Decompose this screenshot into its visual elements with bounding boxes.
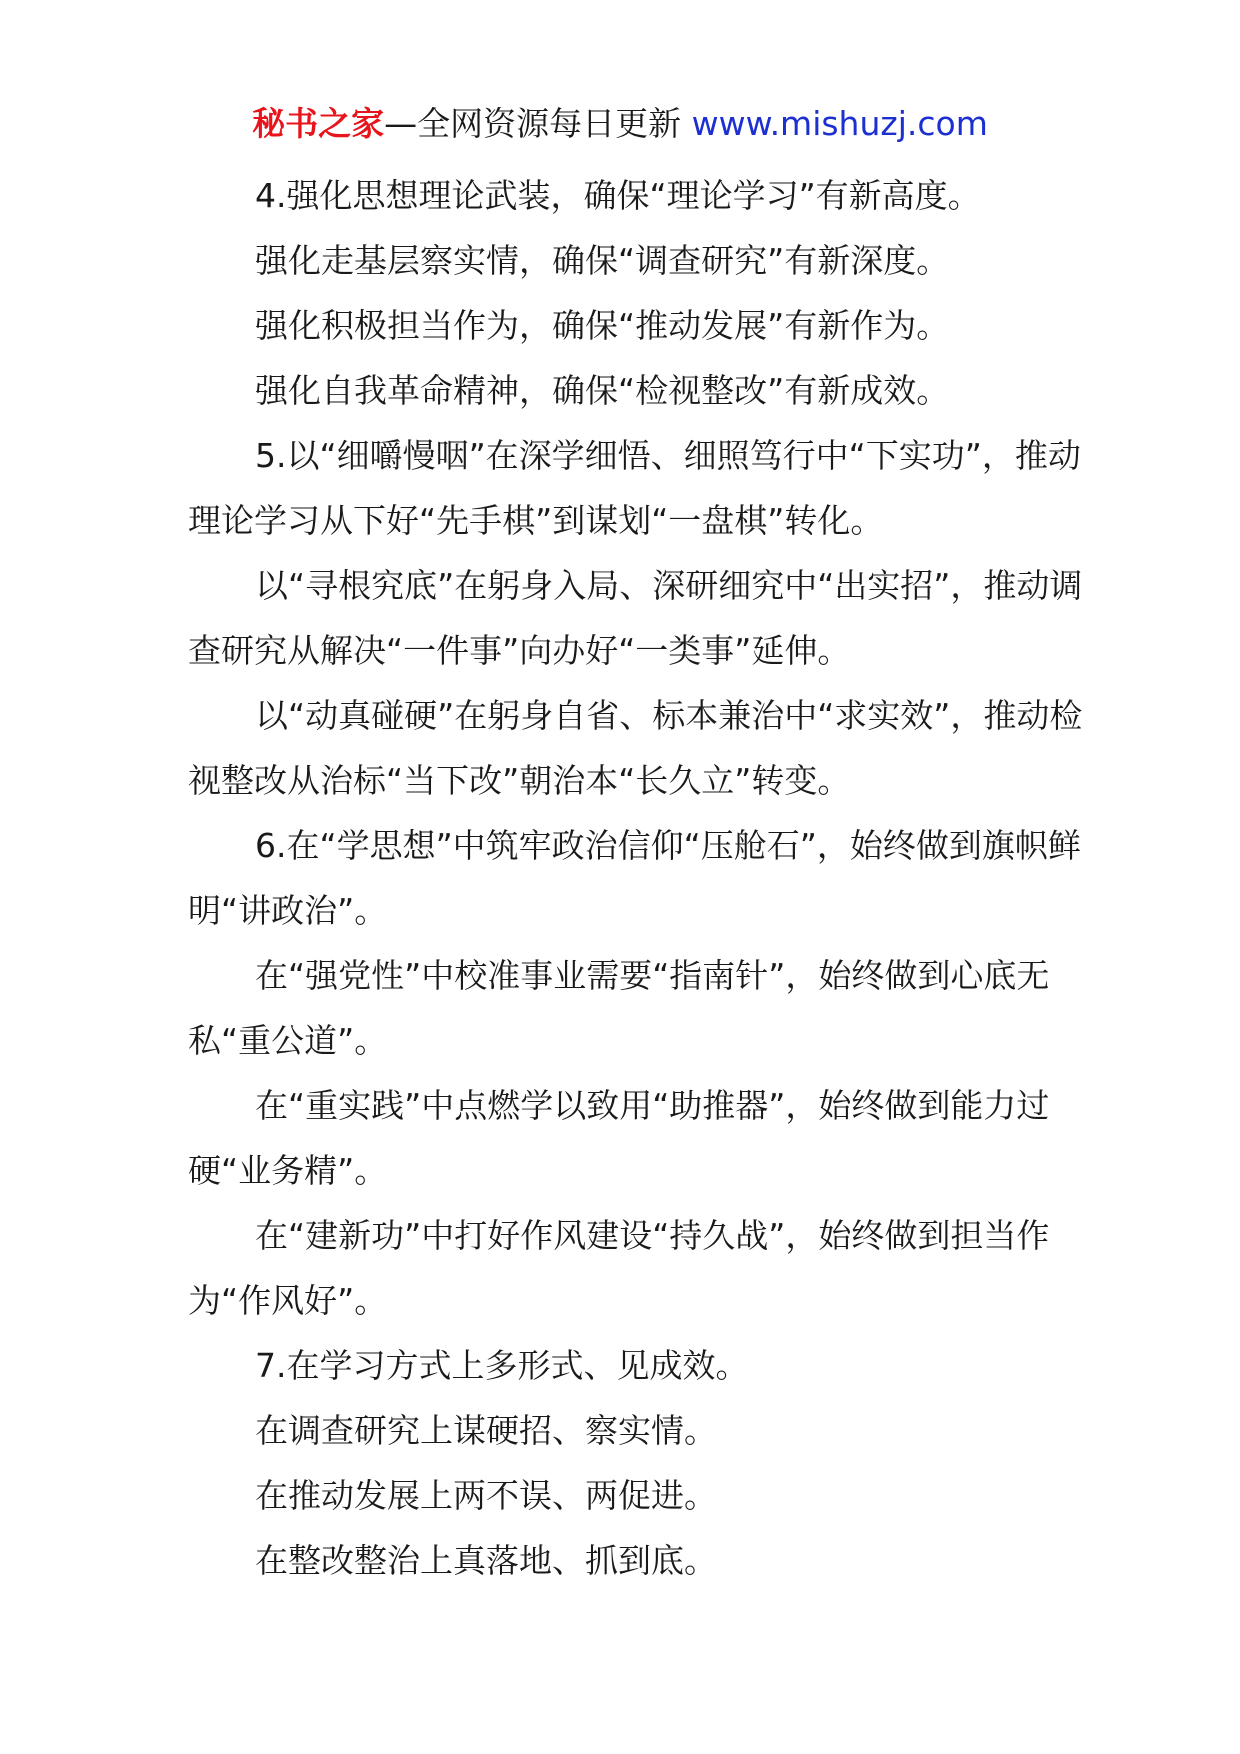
paragraph: 6.在“学思想”中筑牢政治信仰“压舱石”，始终做到旗帜鲜明“讲政治”。 <box>188 826 1081 930</box>
paragraph: 强化走基层察实情，确保“调查研究”有新深度。 <box>255 241 950 280</box>
paragraph: 在“建新功”中打好作风建设“持久战”，始终做到担当作为“作风好”。 <box>188 1216 1050 1320</box>
paragraph: 以“动真碰硬”在躬身自省、标本兼治中“求实效”，推动检视整改从治标“当下改”朝治本“长久立”转变。 <box>188 696 1083 800</box>
document-body <box>188 163 1093 1593</box>
paragraph: 在调查研究上谋硬招、察实情。 <box>255 1411 717 1450</box>
paragraph: 强化积极担当作为，确保“推动发展”有新作为。 <box>255 306 950 345</box>
paragraph: 以“寻根究底”在躬身入局、深研细究中“出实招”，推动调查研究从解决“一件事”向办好“一类事”延伸。 <box>188 566 1083 670</box>
site-url-link[interactable]: www.mishuzj.com <box>691 104 988 143</box>
paragraph: 在“强党性”中校准事业需要“指南针”，始终做到心底无私“重公道”。 <box>188 956 1050 1060</box>
paragraph: 在“重实践”中点燃学以致用“助推器”，始终做到能力过硬“业务精”。 <box>188 1086 1050 1190</box>
paragraph: 在整改整治上真落地、抓到底。 <box>255 1541 717 1580</box>
site-header <box>0 102 1240 146</box>
paragraph: 7.在学习方式上多形式、见成效。 <box>255 1346 749 1385</box>
paragraph: 5.以“细嚼慢咽”在深学细悟、细照笃行中“下实功”，推动理论学习从下好“先手棋”到谋划“一盘棋”转化。 <box>188 436 1081 540</box>
paragraph: 强化自我革命精神，确保“检视整改”有新成效。 <box>255 371 950 410</box>
paragraph: 4.强化思想理论武装，确保“理论学习”有新高度。 <box>255 176 981 215</box>
brand-name: 秘书之家 <box>252 104 385 143</box>
header-tagline: —全网资源每日更新 <box>384 104 682 143</box>
paragraph: 在推动发展上两不误、两促进。 <box>255 1476 717 1515</box>
